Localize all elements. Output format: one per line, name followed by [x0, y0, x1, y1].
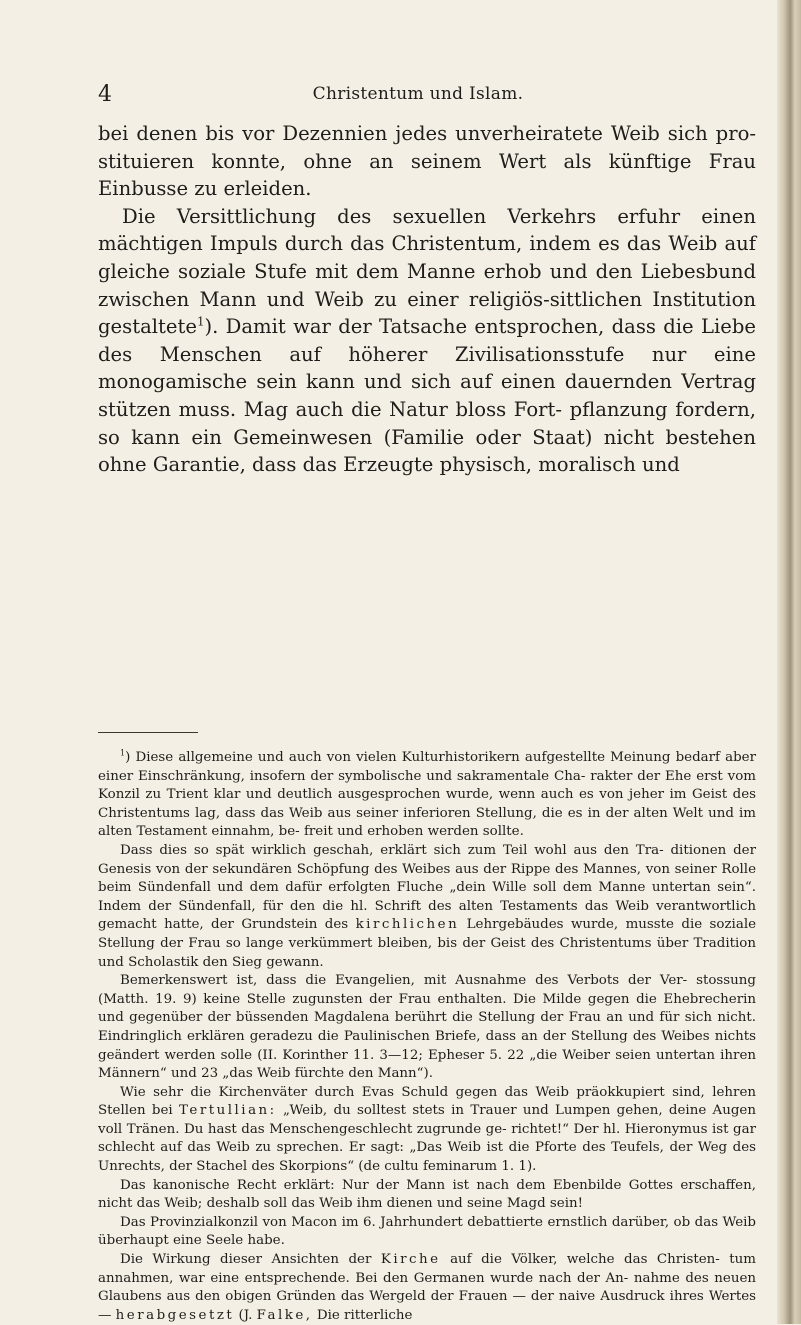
main-text	[98, 120, 756, 479]
page-number: 4	[98, 82, 112, 107]
emphasis: Tertullian:	[179, 1103, 277, 1119]
author-name: Falke,	[256, 1307, 313, 1323]
footnotes	[98, 749, 756, 1325]
page-edge	[777, 0, 801, 1324]
footnote-rule	[98, 732, 198, 733]
paragraph-1: bei denen bis vor Dezennien jedes unverheiratete Weib sich pro- stituieren konnte, ohne an seinem Wert als künftige Frau Einbusse zu erleiden.	[98, 122, 756, 201]
footnote-para-2: Dass dies so spät wirklich geschah, erklärt sich zum Teil wohl aus den Tra- ditionen der Genesis von der sekundären Schöpfung des Weibes aus der Rippe des Mannes, von seiner Rolle beim Sündenfall und dem dafür erfolgten Fluche „dein Wille soll dem Manne untertan sein“. Indem der Sündenfall, für den die hl. Schrift des alten Testaments das Weib verantwortlich gemacht hatte, der Grundstein des kirchlichen Lehrgebäudes wurde, musste die soziale Stellung der Frau so lange verkümmert bleiben, bis der Geist des Christentums über Tradition und Scholastik den Sieg gewann.	[98, 842, 757, 970]
footnote-1: $^1$) Diese allgemeine und auch von vielen Kulturhistorikern aufgestellte Meinung bedarf aber einer Einschränkung, insofern der symbolische und sakramentale Cha- rakter der Ehe erst vom Konzil zu Trient klar und deutlich ausgesprochen wurde, wenn auch es von jeher im Geist des Christentums lag, dass das Weib aus seiner inferioren Stellung, die es in der alten Welt und im alten Testament einnahm, be- freit und erhoben werden sollte.	[98, 748, 756, 840]
footnote-para-3: Bemerkenswert ist, dass die Evangelien, mit Ausnahme des Verbots der Ver- stossung (Matth. 19. 9) keine Stelle zugunsten der Frau enthalten. Die Milde gegen die Ehebrecherin und gegenüber der büssenden Magdalena berührt die Stellung der Frau an und für sich nicht. Eindringlich erklären geradezu die Paulinischen Briefe, dass an der Stellung des Weibes nichts geändert werden solle (II. Korinther 11. 3—12; Epheser 5. 22 „die Weiber seien untertan ihren Männern“ und 23 „das Weib fürchte den Mann“).	[98, 973, 756, 1082]
paragraph-2: Die Versittlichung des sexuellen Verkehrs erfuhr einen mächtigen Impuls durch das Christentum, indem es das Weib auf gleiche soziale Stufe mit dem Manne erhob und den Liebesbund zwischen Mann und Weib zu einer religiös-sittlichen Institution gestaltete$^1$). Damit war der Tatsache entsprochen, dass die Liebe des Menschen auf höherer Zivilisationsstufe nur eine monogamische sein kann und sich auf einen dauernden Vertrag stützen muss. Mag auch die Natur bloss Fort- pflanzung fordern, so kann ein Gemeinwesen (Familie oder Staat) nicht bestehen ohne Garantie, dass das Erzeugte physisch, moralisch und	[98, 204, 756, 477]
page-header	[98, 82, 738, 108]
footnote-para-5: Das kanonische Recht erklärt: Nur der Mann ist nach dem Ebenbilde Gottes erschaffen, nicht das Weib; deshalb soll das Weib ihm dienen und seine Magd sein!	[98, 1177, 756, 1212]
running-title: Christentum und Islam.	[312, 84, 524, 104]
footnote-para-7: Die Wirkung dieser Ansichten der Kirche auf die Völker, welche das Christen- tum annahmen, war eine entsprechende. Bei den Germanen wurde nach der An- nahme des neuen Glaubens aus den obigen Gründen das Wergeld der Frauen — der naive Ausdruck ihres Wertes — herabgesetzt (J. Falke, Die ritterliche	[98, 1252, 756, 1323]
emphasis: kirchlichen	[355, 917, 460, 933]
emphasis: herabgesetzt	[115, 1307, 235, 1323]
footnote-para-6: Das Provinzialkonzil von Macon im 6. Jahrhundert debattierte ernstlich darüber, ob das Weib überhaupt eine Seele habe.	[98, 1214, 756, 1249]
footnote-ref[interactable]: 1	[196, 314, 205, 329]
footnote-para-4: Wie sehr die Kirchenväter durch Evas Schuld gegen das Weib präokkupiert sind, lehren Stellen bei Tertullian: „Weib, du solltest stets in Trauer und Lumpen gehen, deine Augen voll Tränen. Du hast das Menschengeschlecht zugrunde ge- richtet!“ Der hl. Hieronymus ist gar schlecht auf das Weib zu sprechen. Er sagt: „Das Weib ist die Pforte des Teufels, der Weg des Unrechts, der Stachel des Skorpions“ (de cultu feminarum 1. 1).	[98, 1084, 756, 1175]
emphasis: Kirche	[380, 1252, 441, 1268]
footnote-marker: 1	[120, 748, 126, 758]
